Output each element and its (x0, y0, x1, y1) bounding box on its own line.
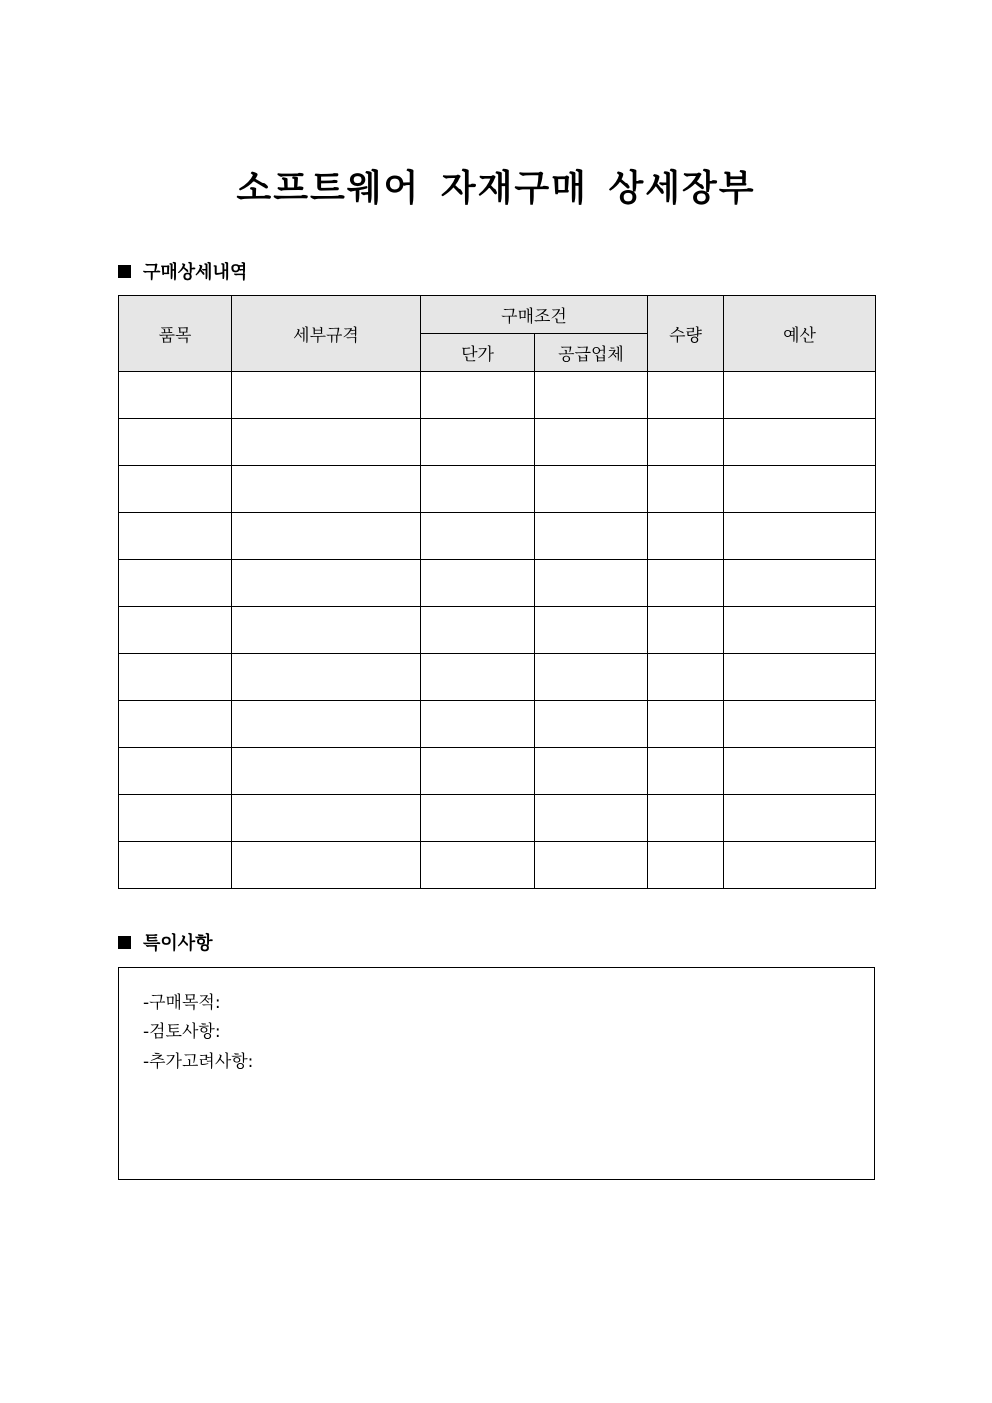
cell-quantity[interactable] (648, 372, 724, 419)
remarks-box[interactable] (118, 967, 875, 1180)
cell-unit-price[interactable] (421, 513, 535, 560)
header-spec: 세부규격 (232, 296, 421, 372)
cell-supplier[interactable] (535, 607, 648, 654)
remark-purpose: -구매목적: (143, 993, 221, 1013)
cell-item[interactable] (119, 842, 232, 889)
cell-budget[interactable] (724, 654, 876, 701)
cell-spec[interactable] (232, 466, 421, 513)
cell-supplier[interactable] (535, 701, 648, 748)
cell-supplier[interactable] (535, 372, 648, 419)
cell-unit-price[interactable] (421, 701, 535, 748)
header-budget: 예산 (724, 296, 876, 372)
cell-quantity[interactable] (648, 560, 724, 607)
cell-budget[interactable] (724, 419, 876, 466)
remark-additional: -추가고려사항: (143, 1052, 254, 1072)
cell-spec[interactable] (232, 701, 421, 748)
cell-spec[interactable] (232, 560, 421, 607)
cell-spec[interactable] (232, 513, 421, 560)
cell-quantity[interactable] (648, 701, 724, 748)
cell-supplier[interactable] (535, 513, 648, 560)
cell-unit-price[interactable] (421, 607, 535, 654)
table-row (119, 560, 876, 607)
square-bullet-icon (118, 265, 131, 278)
cell-supplier[interactable] (535, 654, 648, 701)
cell-item[interactable] (119, 560, 232, 607)
cell-quantity[interactable] (648, 654, 724, 701)
table-row (119, 842, 876, 889)
cell-unit-price[interactable] (421, 419, 535, 466)
cell-spec[interactable] (232, 842, 421, 889)
table-row (119, 795, 876, 842)
table-row (119, 701, 876, 748)
cell-quantity[interactable] (648, 607, 724, 654)
table-row (119, 654, 876, 701)
cell-item[interactable] (119, 748, 232, 795)
cell-quantity[interactable] (648, 466, 724, 513)
cell-unit-price[interactable] (421, 560, 535, 607)
cell-item[interactable] (119, 654, 232, 701)
cell-budget[interactable] (724, 842, 876, 889)
table-row (119, 513, 876, 560)
table-row (119, 466, 876, 513)
cell-spec[interactable] (232, 419, 421, 466)
remark-review: -검토사항: (143, 1022, 221, 1042)
header-item: 품목 (119, 296, 232, 372)
cell-unit-price[interactable] (421, 842, 535, 889)
section-heading-label: 특이사항 (143, 933, 213, 954)
section-heading-remarks (118, 929, 213, 955)
cell-item[interactable] (119, 419, 232, 466)
cell-item[interactable] (119, 372, 232, 419)
cell-supplier[interactable] (535, 560, 648, 607)
header-conditions: 구매조건 (421, 296, 648, 334)
page-title: 소프트웨어 자재구매 상세장부 (236, 168, 756, 209)
cell-unit-price[interactable] (421, 748, 535, 795)
square-bullet-icon (118, 936, 131, 949)
cell-budget[interactable] (724, 560, 876, 607)
cell-budget[interactable] (724, 701, 876, 748)
cell-spec[interactable] (232, 372, 421, 419)
cell-spec[interactable] (232, 607, 421, 654)
cell-quantity[interactable] (648, 748, 724, 795)
cell-budget[interactable] (724, 372, 876, 419)
cell-supplier[interactable] (535, 795, 648, 842)
cell-item[interactable] (119, 607, 232, 654)
cell-spec[interactable] (232, 654, 421, 701)
purchase-table (118, 295, 876, 889)
cell-budget[interactable] (724, 795, 876, 842)
cell-item[interactable] (119, 466, 232, 513)
cell-supplier[interactable] (535, 419, 648, 466)
cell-budget[interactable] (724, 607, 876, 654)
cell-item[interactable] (119, 701, 232, 748)
cell-supplier[interactable] (535, 748, 648, 795)
cell-supplier[interactable] (535, 466, 648, 513)
cell-spec[interactable] (232, 748, 421, 795)
cell-budget[interactable] (724, 513, 876, 560)
cell-unit-price[interactable] (421, 654, 535, 701)
header-unit-price: 단가 (421, 334, 535, 372)
cell-item[interactable] (119, 795, 232, 842)
cell-unit-price[interactable] (421, 372, 535, 419)
header-supplier: 공급업체 (535, 334, 648, 372)
cell-quantity[interactable] (648, 795, 724, 842)
cell-spec[interactable] (232, 795, 421, 842)
cell-quantity[interactable] (648, 513, 724, 560)
cell-quantity[interactable] (648, 419, 724, 466)
cell-unit-price[interactable] (421, 466, 535, 513)
section-heading-purchase-details (118, 258, 247, 284)
cell-item[interactable] (119, 513, 232, 560)
header-quantity: 수량 (648, 296, 724, 372)
table-row (119, 419, 876, 466)
cell-budget[interactable] (724, 748, 876, 795)
cell-supplier[interactable] (535, 842, 648, 889)
cell-unit-price[interactable] (421, 795, 535, 842)
cell-budget[interactable] (724, 466, 876, 513)
section-heading-label: 구매상세내역 (143, 262, 248, 283)
table-row (119, 748, 876, 795)
table-row (119, 607, 876, 654)
cell-quantity[interactable] (648, 842, 724, 889)
table-row (119, 372, 876, 419)
